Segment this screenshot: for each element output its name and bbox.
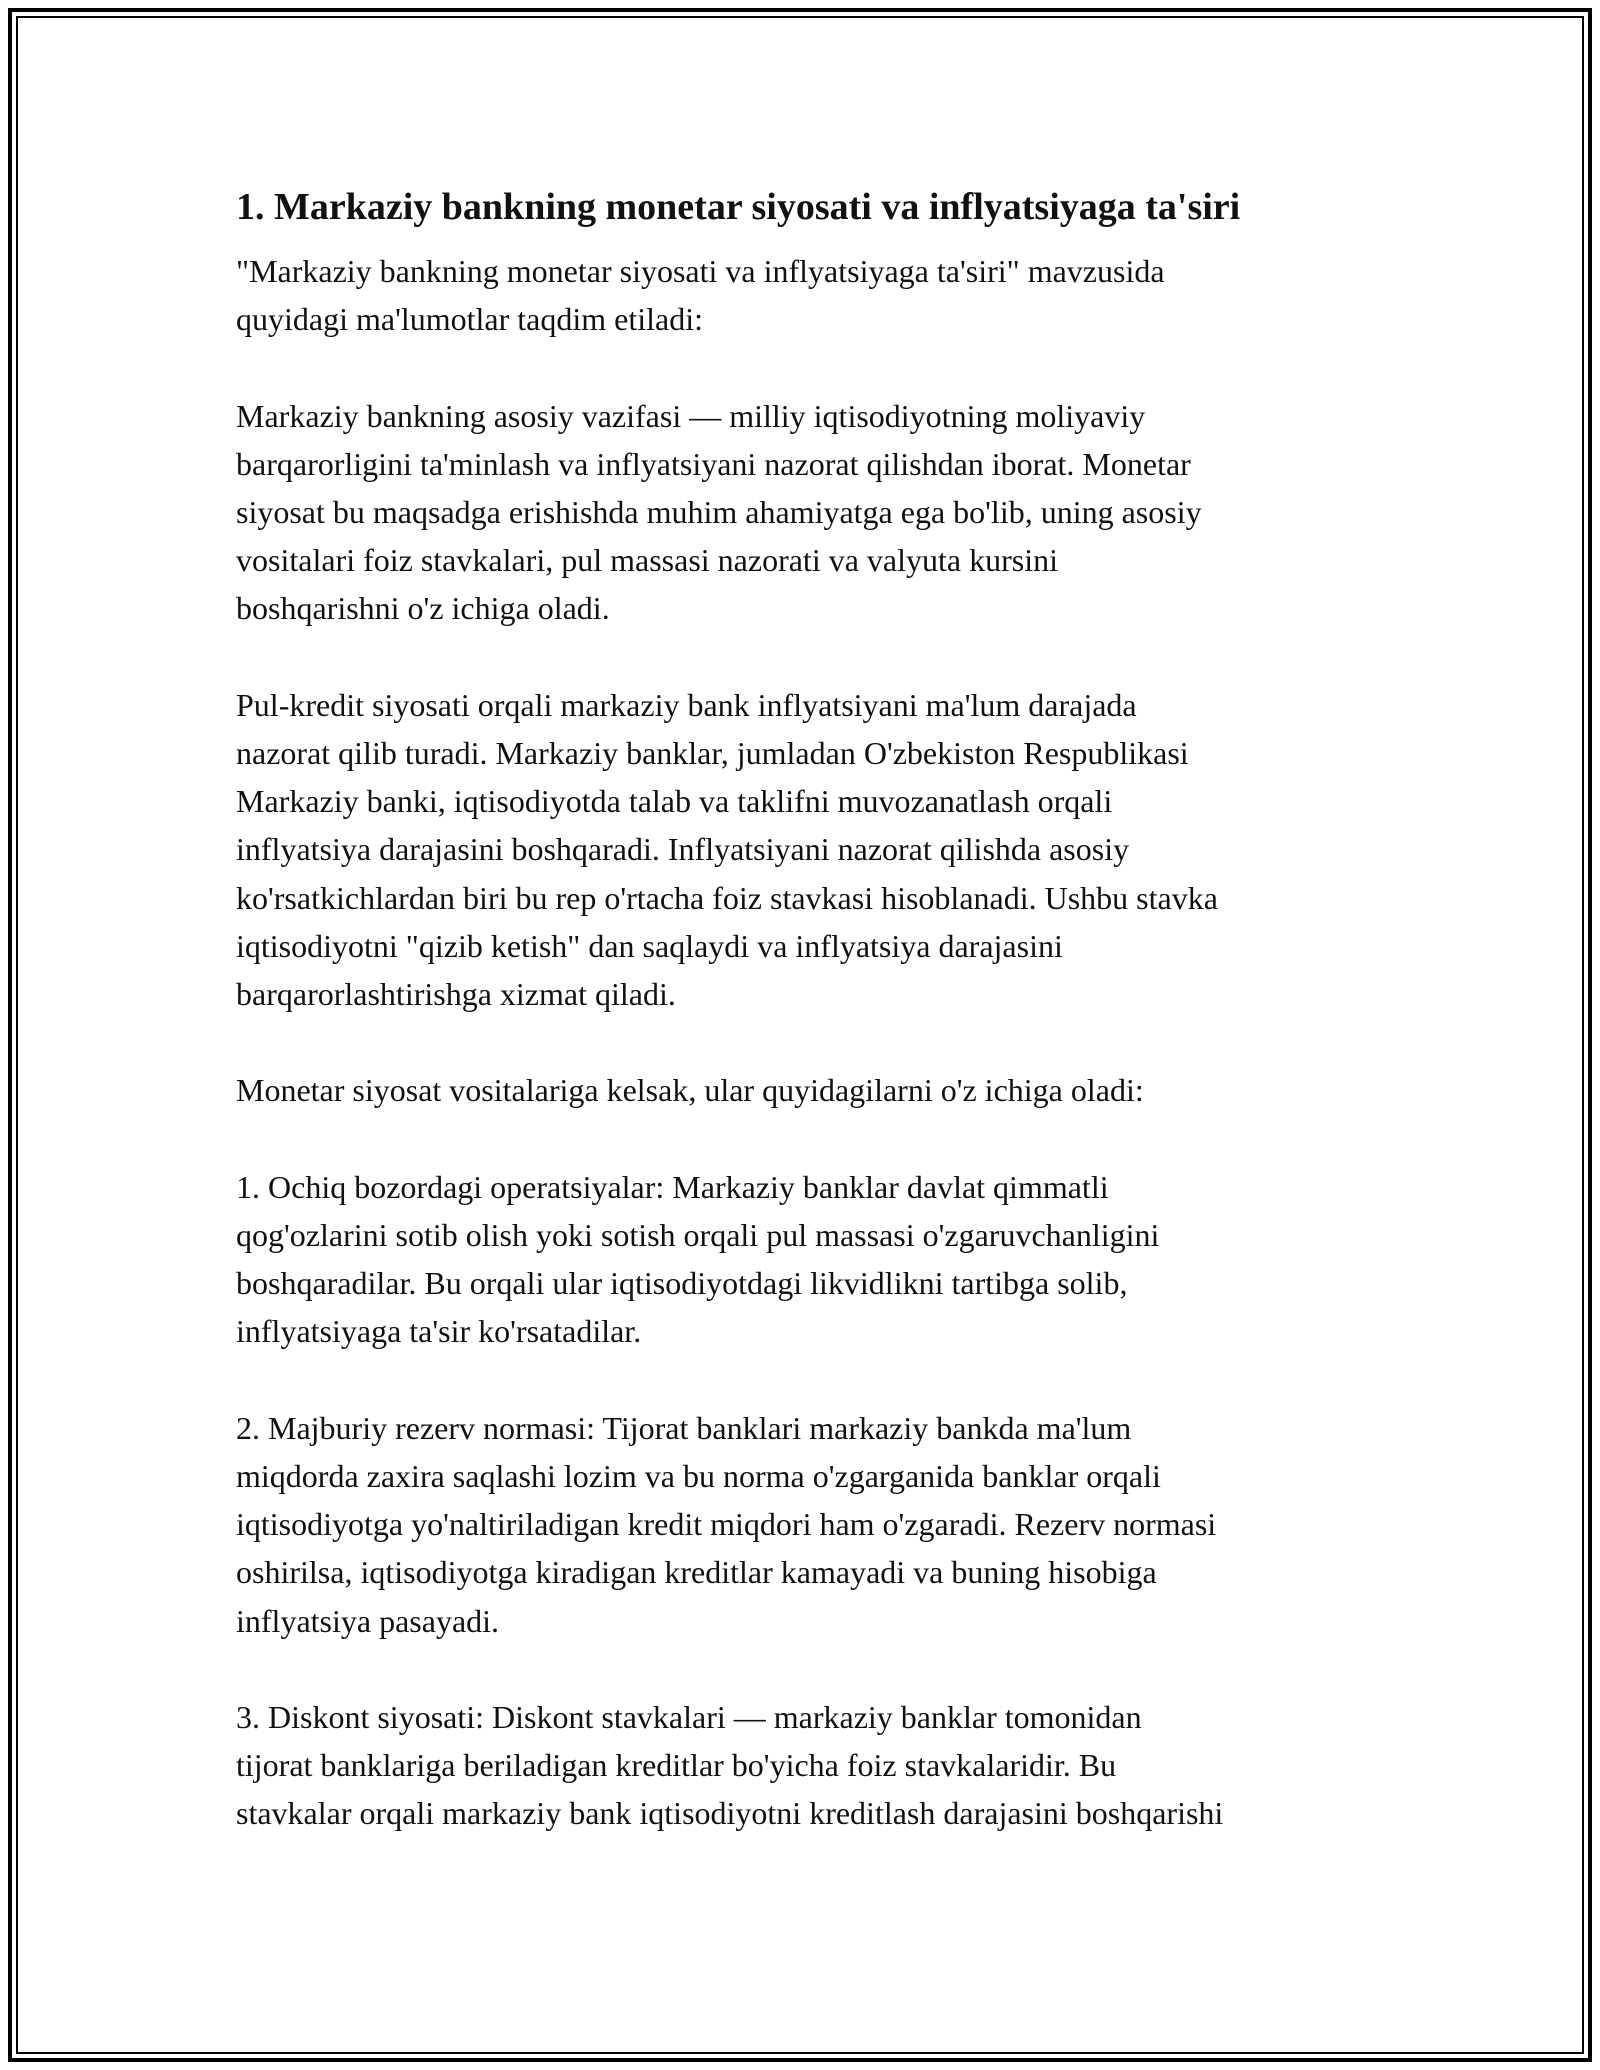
- instruments-intro-paragraph: Monetar siyosat vositalariga kelsak, ular quyidagilarni o'z ichiga oladi:: [236, 1072, 1144, 1109]
- monetary-policy-paragraph: Pul-kredit siyosati orqali markaziy bank inflyatsiyani ma'lum darajada nazorat qilib turadi. Markaziy banklar, jumladan O'zbekiston Respublikasi Markaziy banki, iqtisodiyotda talab va taklifni muvozanatlash orqali inflyatsiya darajasini boshqaradi. Inflyatsiyani nazorat qilishda asosiy ko'rsatkichlardan biri bu rep o'rtacha foiz stavkasi hisoblanadi. Ushbu stavka iqtisodiyotni "qizib ketish" dan saqlaydi va inflyatsiya darajasini barqarorlashtirishga xizmat qiladi.: [236, 686, 1218, 1013]
- list-item-reserve-requirement: 2. Majburiy rezerv normasi: Tijorat banklari markaziy bankda ma'lum miqdorda zaxira saqlashi lozim va bu norma o'zgarganida banklar orqali iqtisodiyotga yo'naltiriladigan kredit miqdori ham o'zgaradi. Rezerv normasi oshirilsa, iqtisodiyotga kiradigan kreditlar kamayadi va buning hisobiga inflyatsiya pasayadi.: [236, 1409, 1217, 1639]
- document-title: 1. Markaziy bankning monetar siyosati va inflyatsiyaga ta'siri: [236, 186, 1241, 228]
- intro-paragraph: "Markaziy bankning monetar siyosati va inflyatsiyaga ta'siri" mavzusida quyidagi ma'lumotlar taqdim etiladi:: [236, 253, 1165, 338]
- main-task-paragraph: Markaziy bankning asosiy vazifasi — milliy iqtisodiyotning moliyaviy barqarorligini ta'minlash va inflyatsiyani nazorat qilishdan iborat. Monetar siyosat bu maqsadga erishishda muhim ahamiyatga ega bo'lib, uning asosiy vositalari foiz stavkalari, pul massasi nazorati va valyuta kursini boshqarishni o'z ichiga oladi.: [236, 397, 1202, 627]
- list-item-open-market: 1. Ochiq bozordagi operatsiyalar: Markaziy banklar davlat qimmatli qog'ozlarini sotib olish yoki sotish orqali pul massasi o'zgaruvchanligini boshqaradilar. Bu orqali ular iqtisodiyotdagi likvidlikni tartibga solib, inflyatsiyaga ta'sir ko'rsatadilar.: [236, 1168, 1160, 1350]
- list-item-discount-policy: 3. Diskont siyosati: Diskont stavkalari — markaziy banklar tomonidan tijorat banklariga beriladigan kreditlar bo'yicha foiz stavkalaridir. Bu stavkalar orqali markaziy bank iqtisodiyotni kreditlash darajasini boshqarishi: [236, 1699, 1224, 1832]
- document-body: [236, 183, 1396, 1886]
